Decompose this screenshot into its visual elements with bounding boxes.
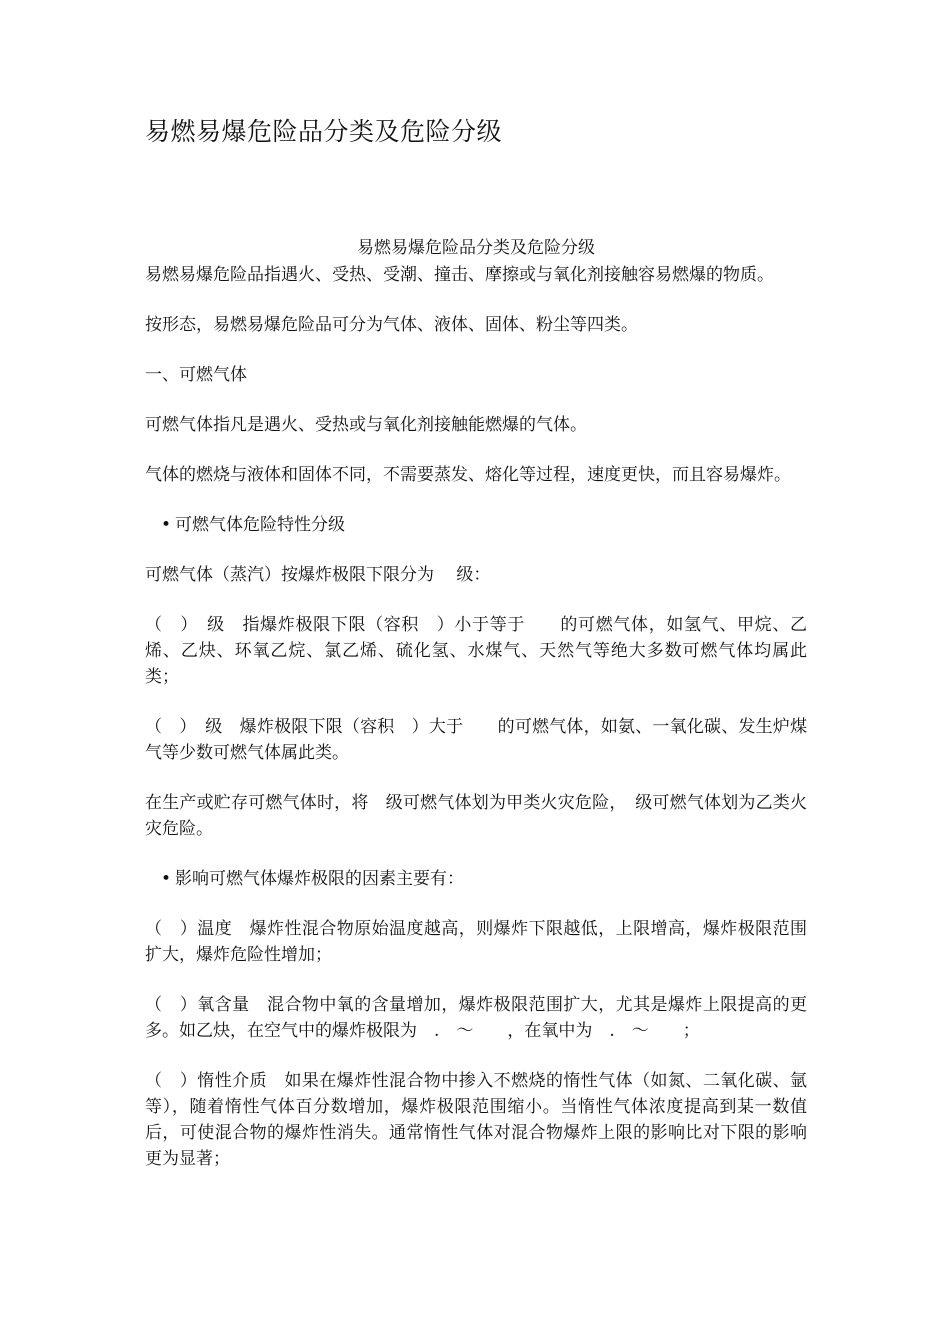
- bullet-item-hazard-grading: [161, 512, 807, 538]
- paragraph-gas-combustion: 气体的燃烧与液体和固体不同，不需要蒸发、熔化等过程，速度更快，而且容易爆炸。: [145, 465, 791, 485]
- bullet-text: 可燃气体危险特性分级: [175, 515, 345, 535]
- paragraph-classification: 按形态，易燃易爆危险品可分为气体、液体、固体、粉尘等四类。: [145, 315, 638, 335]
- document-title: 易燃易爆危险品分类及危险分级: [145, 117, 503, 146]
- bullet-text: 影响可燃气体爆炸极限的因素主要有：: [175, 869, 464, 889]
- paragraph-factor-inert: （ ）惰性介质 如果在爆炸性混合物中掺入不燃烧的惰性气体（如氮、二氧化碳、氩等），随着惰性气体百分数增加，爆炸极限范围缩小。当惰性气体浓度提高到某一数值后，可使混合物的爆炸性消失。通常惰性气体对混合物爆炸上限的影响比对下限的影响更为显著；: [145, 1071, 807, 1169]
- section-subtitle: 易燃易爆危险品分类及危险分级: [357, 238, 595, 258]
- paragraph-factor-temperature: （ ）温度 爆炸性混合物原始温度越高，则爆炸下限越低，上限增高，爆炸极限范围扩大，爆炸危险性增加；: [145, 919, 807, 965]
- bullet-icon: •: [161, 515, 172, 535]
- paragraph-factor-oxygen: （ ）氧含量 混合物中氧的含量增加，爆炸极限范围扩大，尤其是爆炸上限提高的更多。如乙炔，在空气中的爆炸极限为 . ～ ，在氧中为 . ～ ；: [145, 995, 807, 1041]
- paragraph-grade-2: （ ） 级 爆炸极限下限（容积 ）大于 的可燃气体，如氨、一氧化碳、发生炉煤气等少数可燃气体属此类。: [145, 717, 807, 763]
- document-body: [145, 234, 807, 1196]
- section-heading-flammable-gas: 一、可燃气体: [145, 365, 247, 385]
- paragraph-grade-1: （ ） 级 指爆炸极限下限（容积 ）小于等于 的可燃气体，如氢气、甲烷、乙烯、乙炔、环氧乙烷、氯乙烯、硫化氢、水煤气、天然气等绝大多数可燃气体均属此类；: [145, 615, 807, 687]
- paragraph-definition: 易燃易爆危险品指遇火、受热、受潮、撞击、摩擦或与氧化剂接触容易燃爆的物质。: [145, 265, 774, 285]
- paragraph-gas-definition: 可燃气体指凡是遇火、受热或与氧化剂接触能燃爆的气体。: [145, 415, 587, 435]
- bullet-item-influencing-factors: [161, 866, 807, 892]
- paragraph-grade-intro: 可燃气体（蒸汽）按爆炸极限下限分为 级：: [145, 565, 491, 585]
- paragraph-fire-hazard-class: 在生产或贮存可燃气体时，将 级可燃气体划为甲类火灾危险， 级可燃气体划为乙类火灾危险。: [145, 793, 807, 839]
- bullet-icon: •: [161, 869, 172, 889]
